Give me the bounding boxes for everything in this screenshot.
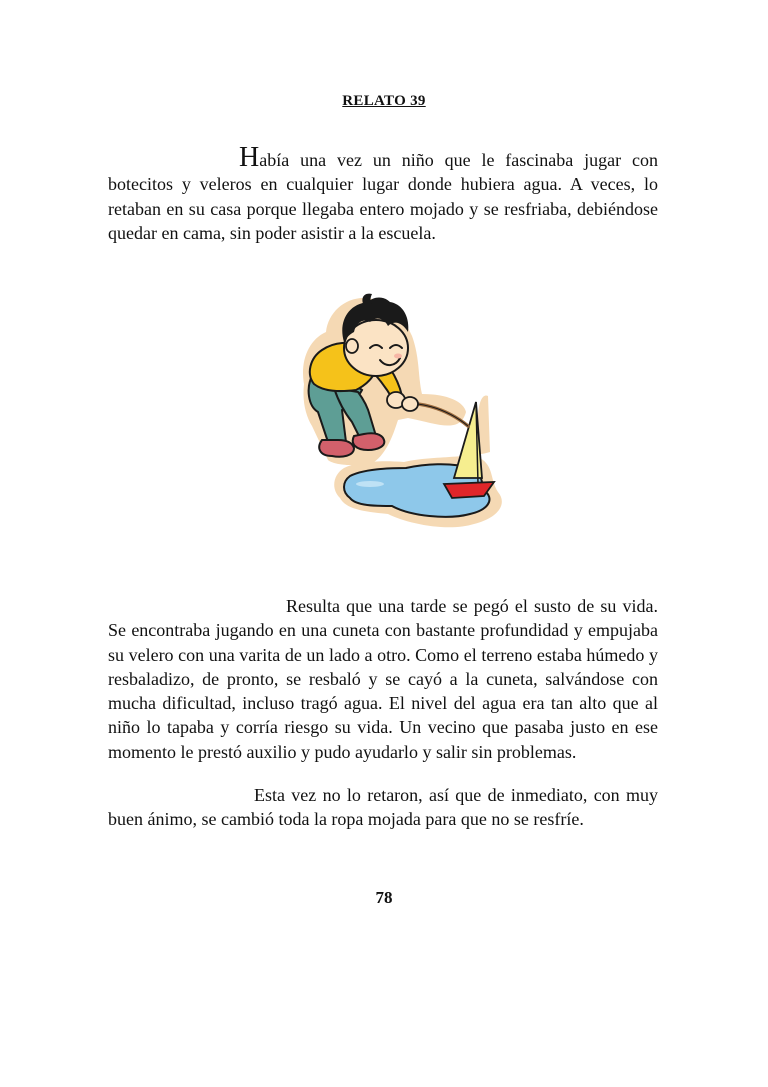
paragraph-1 bbox=[108, 142, 658, 245]
boy-ear bbox=[346, 339, 358, 353]
paragraph-3-text: Esta vez no lo retaron, así que de inmediato, con muy buen ánimo, se cambió toda la ropa mojada para que no se resfríe. bbox=[108, 785, 658, 830]
boy-shoe-back bbox=[319, 440, 354, 457]
pond-highlight bbox=[356, 481, 384, 487]
boy-hand-front bbox=[402, 397, 418, 411]
boy-shoe-front bbox=[353, 433, 385, 450]
paragraph-3 bbox=[108, 783, 658, 832]
boy-cheek bbox=[394, 354, 402, 359]
story-title: RELATO 39 bbox=[342, 93, 426, 109]
drop-cap: H bbox=[239, 142, 260, 173]
paragraph-2-text: Resulta que una tarde se pegó el susto de su vida. Se encontraba jugando en una cuneta con bastante profundidad y empujaba su velero con una varita de un lado a otro. Como el terreno estaba húmedo y resbaladizo, de pronto, se resbaló y se cayó a la cuneta, salvándose con mucha dificultad, incluso tragó agua. El nivel del agua era tan alto que al niño lo tapaba y corría riesgo su vida. Un vecino que pasaba justo en ese momento le prestó auxilio y pudo ayudarlo y salir sin problemas. bbox=[108, 596, 658, 762]
page-number: 78 bbox=[375, 888, 393, 907]
paragraph-1-text: abía una vez un niño que le fascinaba jugar con botecitos y veleros en cualquier lugar donde hubiera agua. A veces, lo retaban en su casa porque llegaba entero mojado y se resfriaba, debiéndose quedar en cama, sin poder asistir a la escuela. bbox=[108, 150, 658, 243]
boy-sailboat-illustration bbox=[298, 292, 510, 538]
paragraph-2 bbox=[108, 594, 658, 764]
